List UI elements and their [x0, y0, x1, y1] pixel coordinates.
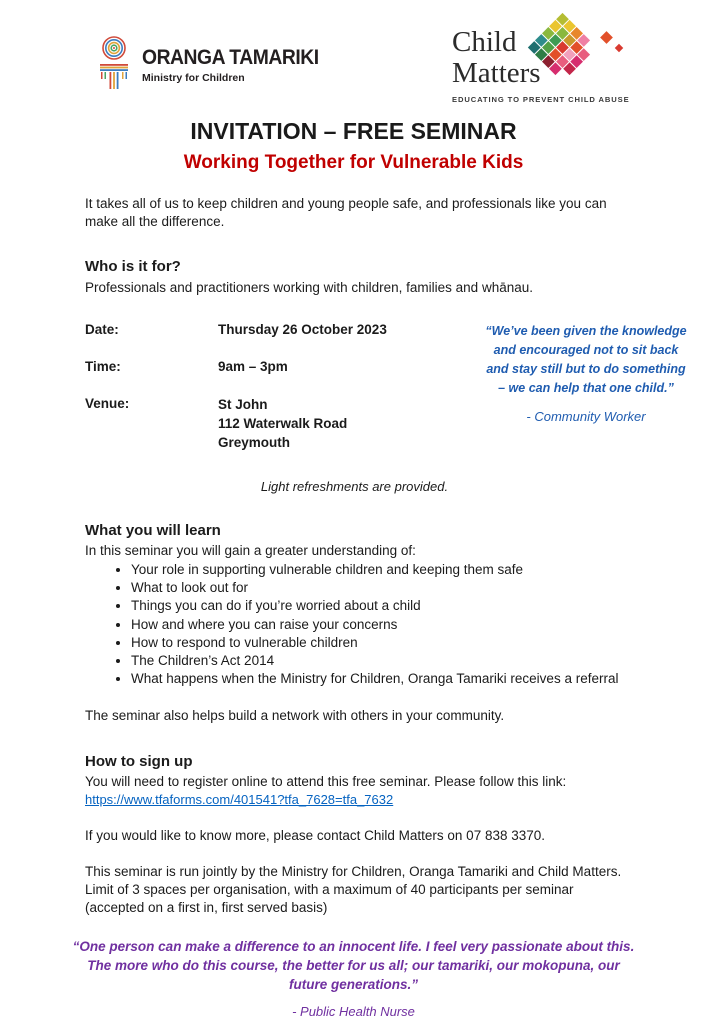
testimonial-blue	[482, 322, 690, 452]
joint-note-paragraph: This seminar is run jointly by the Ministry for Children, Oranga Tamariki and Child Matters. Limit of 3 spaces per organisation, with a maximum of 40 participants per seminar (accepted on a first in, first served basis)	[85, 864, 622, 916]
testimonial-purple-text: “One person can make a difference to an innocent life. I feel very passionate about this. The more who do this course, the better for us all; our tamariki, our mokopuna, our future generations.”	[72, 939, 635, 993]
learn-bullet: • What happens when the Ministry for Children, Oranga Tamariki receives a referral	[131, 670, 624, 688]
learn-bullet-list	[85, 561, 624, 688]
venue-line: Greymouth	[218, 435, 291, 450]
mosaic-dot-icon	[615, 44, 623, 52]
learn-outro: The seminar also helps build a network with others in your community.	[85, 708, 505, 724]
child-matters-line2: Matters	[452, 57, 541, 89]
venue-label: Venue:	[85, 396, 130, 411]
time-value: 9am – 3pm	[218, 359, 288, 374]
registration-link[interactable]: https://www.tfaforms.com/401541?tfa_7628=tfa_7632	[85, 792, 394, 808]
date-row	[85, 321, 482, 339]
venue-line: 112 Waterwalk Road	[218, 416, 348, 431]
page-subtitle: Working Together for Vulnerable Kids	[183, 152, 524, 173]
learn-bullet: • Things you can do if you’re worried about a child	[131, 597, 624, 615]
learn-bullet: • What to look out for	[131, 579, 624, 597]
mosaic-grid	[528, 13, 597, 82]
contact-paragraph: If you would like to know more, please contact Child Matters on 07 838 3370.	[85, 828, 546, 844]
signup-heading: How to sign up	[85, 753, 193, 771]
child-matters-tagline: EDUCATING TO PREVENT CHILD ABUSE	[452, 95, 630, 104]
time-label: Time:	[85, 359, 121, 374]
venue-value	[218, 395, 347, 452]
signup-body: You will need to register online to attend this free seminar. Please follow this link:	[85, 774, 567, 790]
testimonial-blue-text: “We’ve been given the knowledge and encouraged not to sit back and stay still but to do something – we can help that one child.”	[485, 324, 687, 395]
learn-bullet: • The Children’s Act 2014	[131, 652, 624, 670]
learn-intro: In this seminar you will gain a greater understanding of:	[85, 543, 416, 558]
testimonial-blue-attribution: - Community Worker	[526, 409, 646, 424]
who-body: Professionals and practitioners working with children, families and whānau.	[85, 280, 533, 295]
date-label: Date:	[85, 322, 119, 337]
child-matters-line1: Child	[452, 26, 517, 58]
testimonial-purple	[0, 937, 707, 1021]
intro-paragraph: It takes all of us to keep children and young people safe, and professionals like you can make all the difference.	[85, 196, 607, 229]
venue-line: St John	[218, 397, 268, 412]
testimonial-purple-attribution: - Public Health Nurse	[292, 1004, 415, 1020]
oranga-tamariki-title: ORANGA TAMARIKI	[142, 46, 319, 69]
mosaic-dot-icon	[600, 31, 613, 44]
refreshments-note: Light refreshments are provided.	[260, 479, 449, 494]
learn-bullet: • Your role in supporting vulnerable children and keeping them safe	[131, 561, 624, 579]
event-details	[85, 321, 482, 452]
venue-row	[85, 395, 482, 452]
mosaic-diamond-icon	[530, 17, 625, 93]
page-title: INVITATION – FREE SEMINAR	[190, 118, 517, 144]
learn-heading: What you will learn	[85, 522, 221, 539]
child-matters-logo	[452, 15, 630, 115]
date-value: Thursday 26 October 2023	[218, 322, 387, 337]
koru-spiral-icon	[95, 35, 133, 96]
oranga-tamariki-wordmark	[142, 46, 334, 84]
time-row	[85, 358, 482, 376]
learn-bullet: • How and where you can raise your concerns	[131, 616, 624, 634]
details-section	[0, 321, 707, 452]
learn-bullet: • How to respond to vulnerable children	[131, 634, 624, 652]
who-heading: Who is it for?	[85, 258, 181, 275]
oranga-tamariki-logo	[95, 37, 334, 93]
oranga-tamariki-subtitle: Ministry for Children	[142, 72, 245, 84]
header	[0, 0, 707, 104]
